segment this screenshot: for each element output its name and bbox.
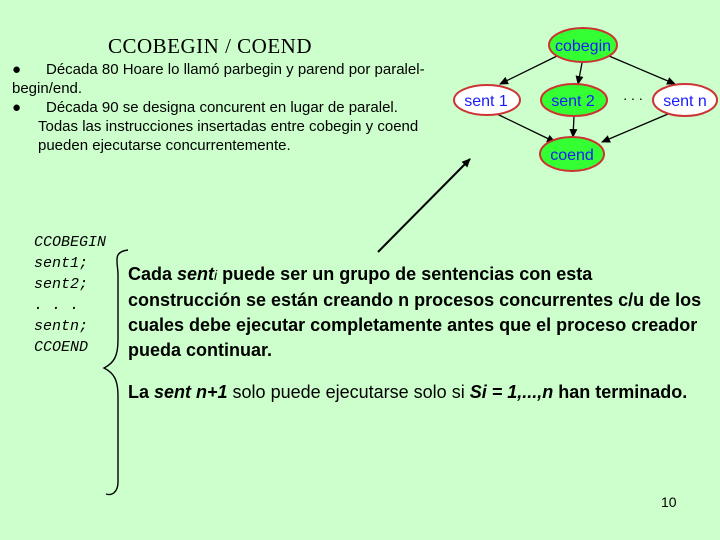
node-sent1 (454, 85, 520, 115)
node-sent2-label: sent 2 (551, 93, 595, 110)
node-sentn (653, 84, 717, 116)
para1-text-a: Cada (128, 264, 178, 284)
edge-cobegin-sent1 (500, 56, 557, 84)
edge-cobegin-sentn (609, 56, 675, 84)
bullet-3-text: Todas las instrucciones insertadas entre cobegin y coend pueden ejecutarse concurrentemente. (38, 118, 419, 154)
para2-sent-n1: sent n+1 (154, 382, 228, 402)
code-line: sentn; (34, 318, 89, 335)
node-cobegin-label: cobegin (554, 38, 612, 55)
code-block (34, 232, 106, 358)
code-line: . . . (34, 297, 80, 314)
para2-text-b: solo puede ejecutarse solo si (227, 382, 470, 402)
para1-subscript: i (214, 267, 218, 283)
code-line: sent1; (34, 255, 89, 272)
slide-title: CCOBEGIN / COEND (108, 34, 313, 58)
para2-si-range: Si = 1,...,n (469, 382, 554, 402)
bullet-dot-icon: ● (12, 99, 22, 116)
edge-cobegin-sent2 (578, 63, 582, 84)
pointer-arrow (378, 159, 470, 252)
explanation-paragraph (128, 262, 708, 363)
code-line: sent2; (34, 276, 89, 293)
para1-text-b: puede ser un grupo de sentencias con esta construcción se están creando n procesos concurrentes c/u de los cuales debe ejecutar completamente antes que el proceso creador pueda continuar. (128, 264, 702, 360)
edge-sent1-coend (497, 114, 555, 142)
curly-brace (104, 250, 128, 495)
bullet-2-text: Década 90 se designa concurent en lugar de paralel. (46, 99, 398, 116)
edge-sent2-coend (573, 116, 574, 137)
bullet-1-text: Década 80 Hoare lo llamó parbegin y parend por paralel-begin/end. (12, 61, 425, 97)
node-sent1-label: sent 1 (464, 93, 508, 110)
para2-text-c: han terminado. (553, 382, 688, 402)
node-coend (540, 137, 604, 171)
para1-sent: sent (177, 264, 215, 284)
diagram-ellipsis: . . . (623, 87, 643, 103)
page-number: 10 (661, 494, 677, 510)
node-sentn-label: sent n (663, 93, 707, 110)
bullet-dot-icon: ● (12, 61, 22, 78)
node-cobegin (549, 28, 617, 62)
node-coend-label: coend (550, 147, 594, 164)
condition-paragraph (128, 380, 688, 405)
node-sent2 (541, 84, 607, 116)
code-line: CCOEND (34, 339, 89, 356)
code-line: CCOBEGIN (34, 234, 107, 251)
para2-text-a: La (128, 382, 155, 402)
edge-sentn-coend (602, 114, 668, 142)
